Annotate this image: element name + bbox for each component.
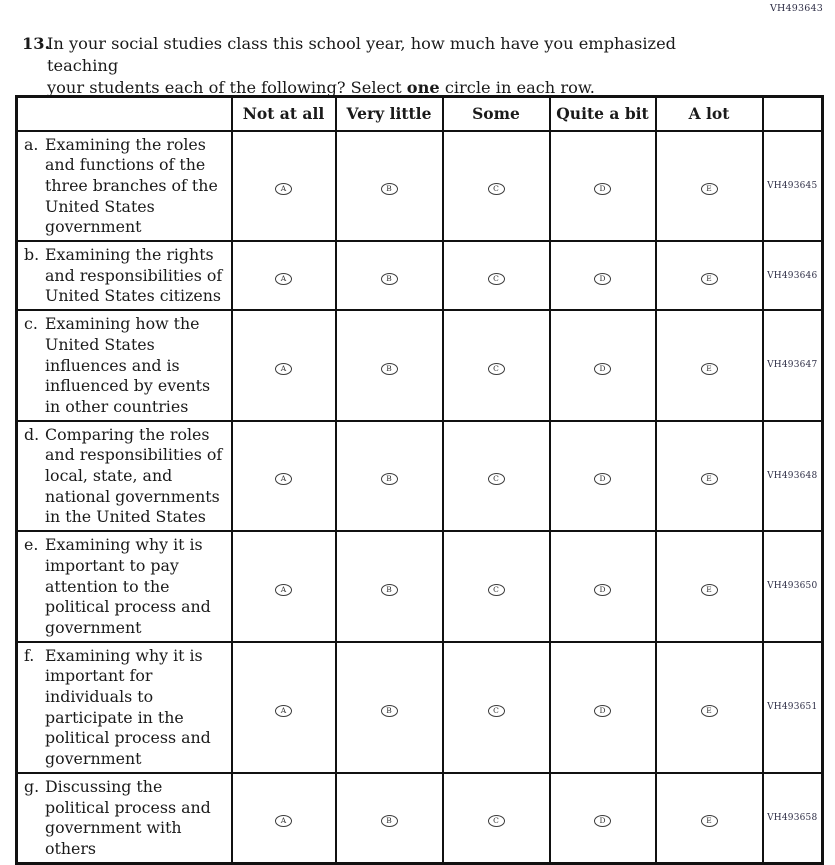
row-b-option-cell-D xyxy=(550,241,656,310)
row-d-letter: d. xyxy=(24,424,40,444)
row-e-stem xyxy=(17,531,232,642)
row-c-option-cell-B xyxy=(336,310,443,421)
row-c-option-cell-D xyxy=(550,310,656,421)
row-e-bubble-C[interactable]: C xyxy=(488,584,505,596)
row-a-option-cell-D xyxy=(550,131,656,242)
row-c-bubble-D[interactable]: D xyxy=(594,363,611,375)
row-d-stem xyxy=(17,421,232,532)
row-g-option-cell-A xyxy=(232,773,336,863)
row-e-option-cell-E xyxy=(656,531,763,642)
header-some: Some xyxy=(443,97,550,131)
row-g-letter: g. xyxy=(24,776,40,796)
row-g-option-cell-C xyxy=(443,773,550,863)
header-code-empty xyxy=(763,97,823,131)
row-c-stem xyxy=(17,310,232,421)
table-row-d xyxy=(17,421,823,532)
row-b-text: Examining the rights and responsibilities of United States citizens xyxy=(45,245,223,306)
row-b-letter: b. xyxy=(24,245,40,265)
row-g-bubble-A[interactable]: A xyxy=(275,815,292,827)
row-d-option-cell-B xyxy=(336,421,443,532)
table-row-a xyxy=(17,131,823,242)
row-a-option-cell-B xyxy=(336,131,443,242)
row-f-text: Examining why it is important for individuals to participate in the political process and government xyxy=(45,645,211,769)
row-c-option-cell-E xyxy=(656,310,763,421)
row-a-letter: a. xyxy=(24,134,39,154)
row-a-bubble-B[interactable]: B xyxy=(381,183,398,195)
row-c-option-cell-C xyxy=(443,310,550,421)
row-d-code: VH493648 xyxy=(763,421,823,532)
row-c-text: Examining how the United States influences and is influenced by events in other countries xyxy=(45,314,211,416)
row-d-option-cell-C xyxy=(443,421,550,532)
row-g-option-cell-E xyxy=(656,773,763,863)
row-c-bubble-A[interactable]: A xyxy=(275,363,292,375)
row-f-option-cell-C xyxy=(443,642,550,773)
row-f-bubble-A[interactable]: A xyxy=(275,705,292,717)
row-d-bubble-E[interactable]: E xyxy=(701,473,718,485)
row-f-bubble-C[interactable]: C xyxy=(488,705,505,717)
row-a-bubble-A[interactable]: A xyxy=(275,183,292,195)
row-f-option-cell-E xyxy=(656,642,763,773)
question-line-1: In your social studies class this school year, how much have you emphasized teaching xyxy=(47,34,677,75)
row-e-bubble-A[interactable]: A xyxy=(275,584,292,596)
table-row-e xyxy=(17,531,823,642)
row-g-option-cell-B xyxy=(336,773,443,863)
row-g-code: VH493658 xyxy=(763,773,823,863)
row-c-option-cell-A xyxy=(232,310,336,421)
row-d-bubble-A[interactable]: A xyxy=(275,473,292,485)
row-e-option-cell-A xyxy=(232,531,336,642)
header-quite-a-bit: Quite a bit xyxy=(550,97,656,131)
row-d-option-cell-A xyxy=(232,421,336,532)
row-b-bubble-C[interactable]: C xyxy=(488,273,505,285)
question-text xyxy=(47,33,747,99)
row-c-bubble-C[interactable]: C xyxy=(488,363,505,375)
row-g-bubble-E[interactable]: E xyxy=(701,815,718,827)
row-a-bubble-D[interactable]: D xyxy=(594,183,611,195)
row-g-bubble-B[interactable]: B xyxy=(381,815,398,827)
row-e-option-cell-C xyxy=(443,531,550,642)
row-b-option-cell-B xyxy=(336,241,443,310)
row-f-bubble-B[interactable]: B xyxy=(381,705,398,717)
row-f-option-cell-B xyxy=(336,642,443,773)
row-e-bubble-D[interactable]: D xyxy=(594,584,611,596)
row-d-bubble-C[interactable]: C xyxy=(488,473,505,485)
row-f-letter: f. xyxy=(24,645,35,665)
header-not-at-all: Not at all xyxy=(232,97,336,131)
row-b-option-cell-C xyxy=(443,241,550,310)
question-line2-pre: your students each of the following? Select xyxy=(47,78,407,97)
row-a-option-cell-C xyxy=(443,131,550,242)
row-e-option-cell-D xyxy=(550,531,656,642)
row-d-option-cell-D xyxy=(550,421,656,532)
page-accession-code: VH493643 xyxy=(769,3,823,14)
header-row xyxy=(17,97,823,131)
row-f-option-cell-D xyxy=(550,642,656,773)
row-f-code: VH493651 xyxy=(763,642,823,773)
row-d-text: Comparing the roles and responsibilities of local, state, and national governments in the United States xyxy=(45,424,223,527)
row-d-option-cell-E xyxy=(656,421,763,532)
row-b-option-cell-E xyxy=(656,241,763,310)
header-very-little: Very little xyxy=(336,97,443,131)
row-e-option-cell-B xyxy=(336,531,443,642)
row-g-bubble-C[interactable]: C xyxy=(488,815,505,827)
row-f-stem xyxy=(17,642,232,773)
row-d-bubble-B[interactable]: B xyxy=(381,473,398,485)
row-b-bubble-D[interactable]: D xyxy=(594,273,611,285)
row-a-code: VH493645 xyxy=(763,131,823,242)
row-c-bubble-B[interactable]: B xyxy=(381,363,398,375)
row-a-bubble-C[interactable]: C xyxy=(488,183,505,195)
row-b-stem xyxy=(17,241,232,310)
row-b-bubble-B[interactable]: B xyxy=(381,273,398,285)
table-row-g xyxy=(17,773,823,863)
row-e-code: VH493650 xyxy=(763,531,823,642)
row-c-code: VH493647 xyxy=(763,310,823,421)
row-a-option-cell-E xyxy=(656,131,763,242)
row-b-bubble-A[interactable]: A xyxy=(275,273,292,285)
header-a-lot: A lot xyxy=(656,97,763,131)
row-g-bubble-D[interactable]: D xyxy=(594,815,611,827)
table-row-b xyxy=(17,241,823,310)
row-f-bubble-D[interactable]: D xyxy=(594,705,611,717)
row-e-bubble-B[interactable]: B xyxy=(381,584,398,596)
row-a-option-cell-A xyxy=(232,131,336,242)
row-g-text: Discussing the political process and government with others xyxy=(45,776,211,858)
table-row-f xyxy=(17,642,823,773)
row-e-text: Examining why it is important to pay attention to the political process and government xyxy=(45,535,211,637)
row-c-bubble-E[interactable]: E xyxy=(701,363,718,375)
row-b-bubble-E[interactable]: E xyxy=(701,273,718,285)
row-b-option-cell-A xyxy=(232,241,336,310)
question-line2-post: circle in each row. xyxy=(439,78,595,97)
row-a-bubble-E[interactable]: E xyxy=(701,183,718,195)
row-c-letter: c. xyxy=(24,314,38,334)
row-g-option-cell-D xyxy=(550,773,656,863)
row-g-stem xyxy=(17,773,232,863)
header-stem-empty xyxy=(17,97,232,131)
response-matrix xyxy=(15,95,824,865)
row-a-stem xyxy=(17,131,232,242)
row-e-bubble-E[interactable]: E xyxy=(701,584,718,596)
row-d-bubble-D[interactable]: D xyxy=(594,473,611,485)
question-number: 13. xyxy=(22,34,51,53)
question-line2-emphasis: one xyxy=(406,78,440,97)
question-13 xyxy=(22,33,762,99)
row-b-code: VH493646 xyxy=(763,241,823,310)
row-f-option-cell-A xyxy=(232,642,336,773)
row-a-text: Examining the roles and functions of the three branches of the United States government xyxy=(45,134,218,237)
row-f-bubble-E[interactable]: E xyxy=(701,705,718,717)
table-row-c xyxy=(17,310,823,421)
row-e-letter: e. xyxy=(24,535,39,555)
